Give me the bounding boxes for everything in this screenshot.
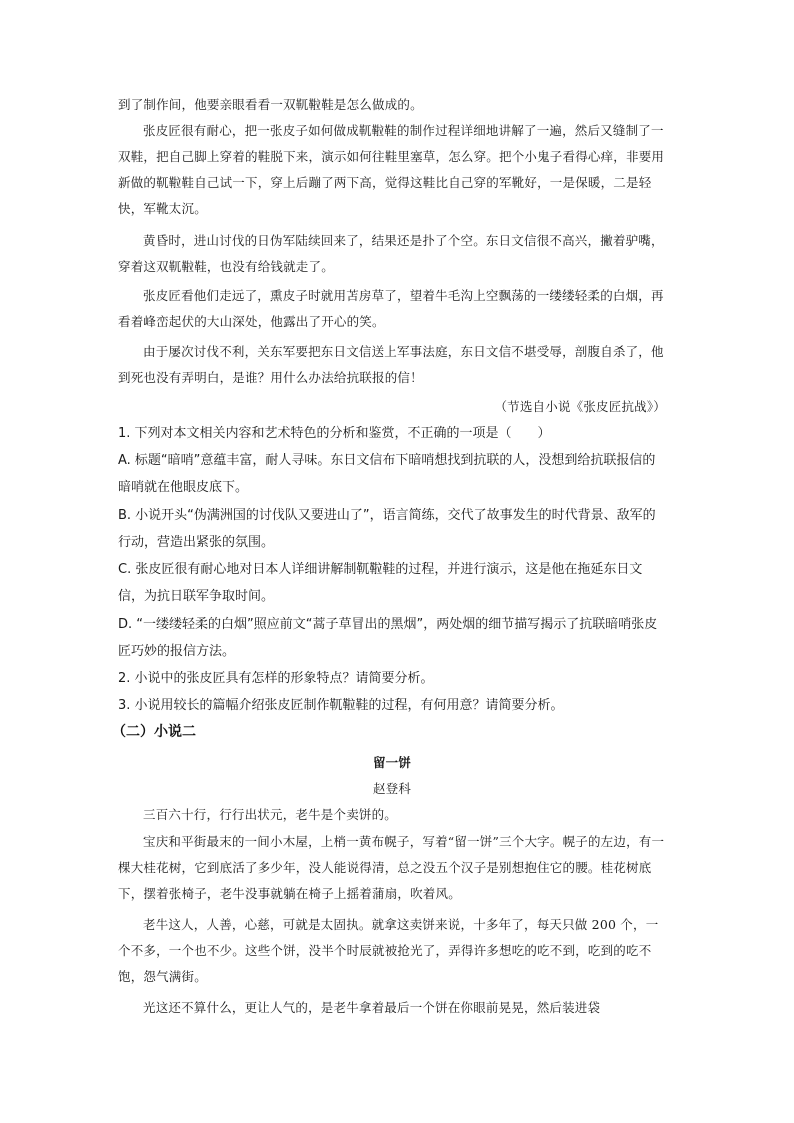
- story1-paragraph-2: 黄昏时，进山讨伐的日伪军陆续回来了，结果还是扑了个空。东日文信很不高兴，撇着驴嘴，穿着这双靰鞡鞋，也没有给钱就走了。: [118, 233, 664, 274]
- story1-paragraph-0: 到了制作间，他要亲眼看看一双靰鞡鞋是怎么做成的。: [118, 97, 423, 112]
- story1-paragraph-4: 由于屡次讨伐不利，关东军要把东日文信送上军事法庭，东日文信不堪受辱，剖腹自杀了，他到死也没有弄明白，是谁？用什么办法给抗联报的信！: [118, 344, 664, 385]
- story1-source: （节选自小说《张皮匠抗战》）: [494, 399, 666, 414]
- option-c: C. 张皮匠很有耐心地对日本人详细讲解制靰鞡鞋的过程，并进行演示，这是他在拖延东日文信，为抗日联军争取时间。: [118, 562, 643, 604]
- option-a: A. 标题“暗哨”意蕴丰富，耐人寻味。东日文信布下暗哨想找到抗联的人，没想到给抗联报信的暗哨就在他眼皮底下。: [118, 453, 656, 495]
- question-2: 2. 小说中的张皮匠具有怎样的形象特点？请简要分析。: [118, 671, 434, 686]
- story1-paragraph-3: 张皮匠看他们走远了，熏皮子时就用苫房草了，望着牛毛沟上空飘荡的一缕缕轻柔的白烟，再看着峰峦起伏的大山深处，他露出了开心的笑。: [118, 288, 664, 329]
- story2-paragraph-1: 三百六十行，行行出状元，老牛是个卖饼的。: [143, 807, 398, 822]
- option-d: D. “一缕缕轻柔的白烟”照应前文“蒿子草冒出的黑烟”，两处烟的细节描写揭示了抗联暗哨张皮匠巧妙的报信方法。: [118, 617, 658, 659]
- section-2-heading: （二）小说二: [112, 724, 196, 740]
- question-3: 3. 小说用较长的篇幅介绍张皮匠制作靰鞡鞋的过程，有何用意？请简要分析。: [118, 698, 564, 713]
- option-b: B. 小说开头“伪满洲国的讨伐队又要进山了”，语言简练，交代了故事发生的时代背景、敌军的行动，营造出紧张的氛围。: [118, 508, 656, 550]
- story2-paragraph-2: 宝庆和平街最末的一间小木屋，上梢一黄布幌子，写着“留一饼”三个大字。幌子的左边，有一棵大桂花树，它到底活了多少年，没人能说得清，总之没五个汉子是别想抱住它的腰。桂花树底下，摆着张椅子，老牛没事就躺在椅子上摇着蒲扇，吹着风。: [118, 834, 665, 901]
- question-1: 1. 下列对本文相关内容和艺术特色的分析和鉴赏，不正确的一项是（ ）: [118, 426, 551, 441]
- story2-paragraph-3: 老牛这人，人善，心慈，可就是太固执。就拿这卖饼来说，十多年了，每天只做 200 个，一个不多，一个也不少。这些个饼，没半个时辰就被抢光了，弄得许多想吃的吃不到，吃到的吃不饱，怨气满街。: [118, 917, 659, 984]
- story2-paragraph-4: 光这还不算什么，更让人气的，是老牛拿着最后一个饼在你眼前晃晃，然后装进袋: [143, 1000, 601, 1015]
- story1-paragraph-1: 张皮匠很有耐心，把一张皮子如何做成靰鞡鞋的制作过程详细地讲解了一遍，然后又缝制了一双鞋，把自己脚上穿着的鞋脱下来，演示如何往鞋里塞草，怎么穿。把个小鬼子看得心痒，非要用新做的靰鞡鞋自己试一下，穿上后蹦了两下高，觉得这鞋比自己穿的军靴好，一是保暖，二是轻快，军靴太沉。: [118, 123, 665, 216]
- story2-title: 留一饼: [372, 755, 412, 770]
- story2-author: 赵登科: [372, 781, 412, 796]
